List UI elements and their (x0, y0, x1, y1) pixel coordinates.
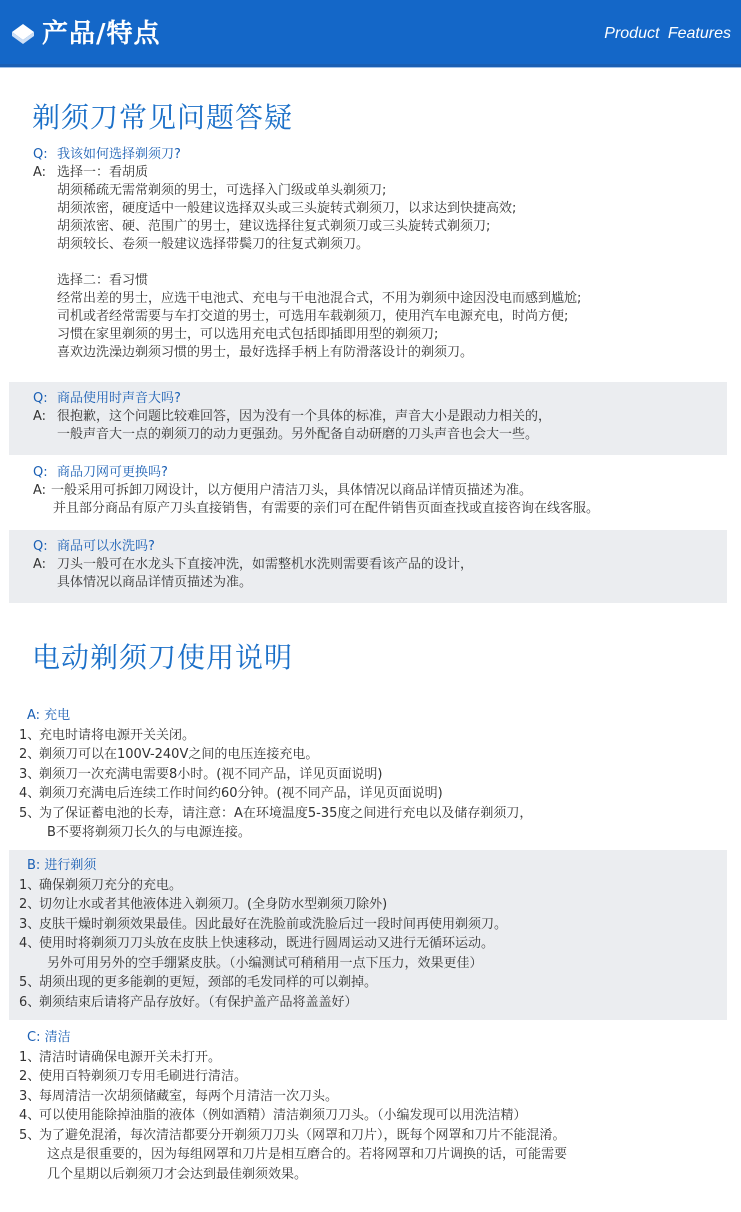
answer-line: 一般声音大一点的剃须刀的动力更强劲。另外配备自动研磨的刀头声音也会大一些。 (57, 427, 539, 442)
answer-row: A: 刀头一般可在水龙头下直接冲洗，如需整机水洗则需要看该产品的设计， (33, 557, 474, 572)
list-item: 1、确保剃须刀充分的充电。 (19, 877, 183, 893)
list-item: 6、剃须结束后请将产品存放好。（有保护盖产品将盖盖好） (19, 994, 358, 1010)
section-heading: A: 充电 (27, 708, 71, 723)
question-text: 我该如何选择剃须刀? (57, 147, 181, 162)
answer-line: 胡须较长、卷须一般建议选择带鬓刀的往复式剃须刀。 (57, 237, 370, 252)
answer-line: 经常出差的男士，应选干电池式、充电与干电池混合式，不用为剃须中途因没电而感到尴尬; (57, 291, 582, 306)
manual-section-cleaning (9, 1028, 727, 1198)
question-text: 商品刀网可更换吗? (57, 465, 168, 480)
answer-line: 选择二：看习惯 (57, 273, 149, 288)
answer-text: 一般采用可拆卸刀网设计，以方便用户清洁刀头，具体情况以商品详情页描述为准。 (51, 483, 533, 498)
list-item: 3、每周清洁一次胡须储藏室，每两个月清洁一次刀头。 (19, 1088, 339, 1104)
list-item-continuation: 另外可用另外的空手绷紧皮肤。（小编测试可稍稍用一点下压力，效果更佳） (47, 955, 483, 971)
question-row: Q: 商品使用时声音大吗? (33, 391, 181, 406)
list-item: 4、可以使用能除掉油脂的液体（例如酒精）清洁剃须刀刀头。（小编发现可以用洗洁精） (19, 1108, 527, 1123)
answer-line: 胡须浓密，硬度适中一般建议选择双头或三头旋转式剃须刀，以求达到快捷高效; (57, 201, 517, 216)
manual-section-charging (9, 706, 727, 841)
answer-line: 习惯在家里剃须的男士，可以选用充电式包括即插即用型的剃须刀; (57, 327, 439, 342)
list-item: 5、为了避免混淆，每次清洁都要分开剃须刀刀头（网罩和刀片），既每个网罩和刀片不能混淆。 (19, 1127, 566, 1143)
answer-line: 喜欢边洗澡边剃须习惯的男士，最好选择手柄上有防滑落设计的剃须刀。 (57, 345, 474, 360)
question-text: 商品可以水洗吗? (57, 539, 155, 554)
header-bar (0, 0, 741, 64)
list-item: 3、剃须刀一次充满电需要8小时。(视不同产品，详见页面说明) (19, 766, 383, 782)
list-item: 2、使用百特剃须刀专用毛刷进行清洁。 (19, 1069, 248, 1084)
answer-row: A: 很抱歉，这个问题比较难回答，因为没有一个具体的标准，声音大小是跟动力相关的， (33, 409, 552, 424)
answer-row: A: 选择一：看胡质 (33, 165, 149, 180)
answer-line: 司机或者经常需要与车打交道的男士，可选用车载剃须刀，使用汽车电源充电，时尚方便; (57, 309, 569, 324)
question-text: 商品使用时声音大吗? (57, 391, 181, 406)
list-item: 1、充电时请将电源开关关闭。 (19, 727, 196, 743)
list-item: 4、剃须刀充满电后连续工作时间约60分钟。(视不同产品，详见页面说明) (19, 786, 443, 801)
question-row: Q: 商品可以水洗吗? (33, 539, 155, 554)
list-item: 1、清洁时请确保电源开关未打开。 (19, 1049, 222, 1065)
answer-line: 胡须稀疏无需常剃须的男士，可选择入门级或单头剃须刀; (57, 183, 387, 198)
section-heading: C: 清洁 (27, 1030, 71, 1045)
manual-section-shaving (9, 850, 727, 1020)
answer-text: 选择一：看胡质 (57, 165, 149, 180)
list-item: 4、使用时将剃须刀刀头放在皮肤上快速移动，既进行圆周运动又进行无循环运动。 (19, 936, 495, 951)
question-row: Q: 我该如何选择剃须刀? (33, 147, 181, 162)
list-item: 5、为了保证蓄电池的长寿，请注意：A在环境温度5-35度之间进行充电以及储存剃须刀， (19, 805, 533, 821)
list-item-continuation: 这点是很重要的，因为每组网罩和刀片是相互磨合的。若将网罩和刀片调换的话，可能需要 (47, 1147, 568, 1162)
question-row: Q: 商品刀网可更换吗? (33, 465, 168, 480)
list-item: 2、切勿让水或者其他液体进入剃须刀。(全身防水型剃须刀除外) (19, 897, 388, 912)
faq-item (9, 382, 727, 455)
faq-item (9, 530, 727, 603)
section-heading: B: 进行剃须 (27, 858, 97, 873)
list-item-continuation: 几个星期以后剃须刀才会达到最佳剃须效果。 (47, 1166, 308, 1182)
manual-title: 电动剃须刀使用说明 (32, 641, 294, 674)
faq-title: 剃须刀常见问题答疑 (32, 101, 294, 134)
list-item: 2、剃须刀可以在100V-240V之间的电压连接充电。 (19, 747, 319, 762)
answer-line: 胡须浓密、硬、范围广的男士，建议选择往复式剃须刀或三头旋转式剃须刀; (57, 219, 491, 234)
header-title: 产品/特点 (42, 19, 161, 49)
faq-item (9, 462, 727, 524)
list-item-continuation: B不要将剃须刀长久的与电源连接。 (47, 825, 251, 840)
header-divider-light (0, 67, 741, 68)
answer-text: 刀头一般可在水龙头下直接冲洗，如需整机水洗则需要看该产品的设计， (57, 557, 474, 572)
answer-line: 并且部分商品有原产刀头直接销售，有需要的亲们可在配件销售页面查找或直接咨询在线客服。 (53, 501, 600, 516)
answer-row: A: 一般采用可拆卸刀网设计，以方便用户清洁刀头，具体情况以商品详情页描述为准。 (33, 483, 533, 498)
answer-text: 很抱歉，这个问题比较难回答，因为没有一个具体的标准，声音大小是跟动力相关的， (57, 409, 552, 424)
list-item: 3、皮肤干燥时剃须效果最佳。因此最好在洗脸前或洗脸后过一段时间再使用剃须刀。 (19, 916, 508, 932)
faq-item (9, 146, 727, 378)
answer-line: 具体情况以商品详情页描述为准。 (57, 575, 253, 590)
diamond-arrow-icon (10, 20, 36, 44)
list-item: 5、胡须出现的更多能剃的更短，颈部的毛发同样的可以剃掉。 (19, 975, 378, 990)
header-subtitle: Product Features (604, 25, 731, 42)
